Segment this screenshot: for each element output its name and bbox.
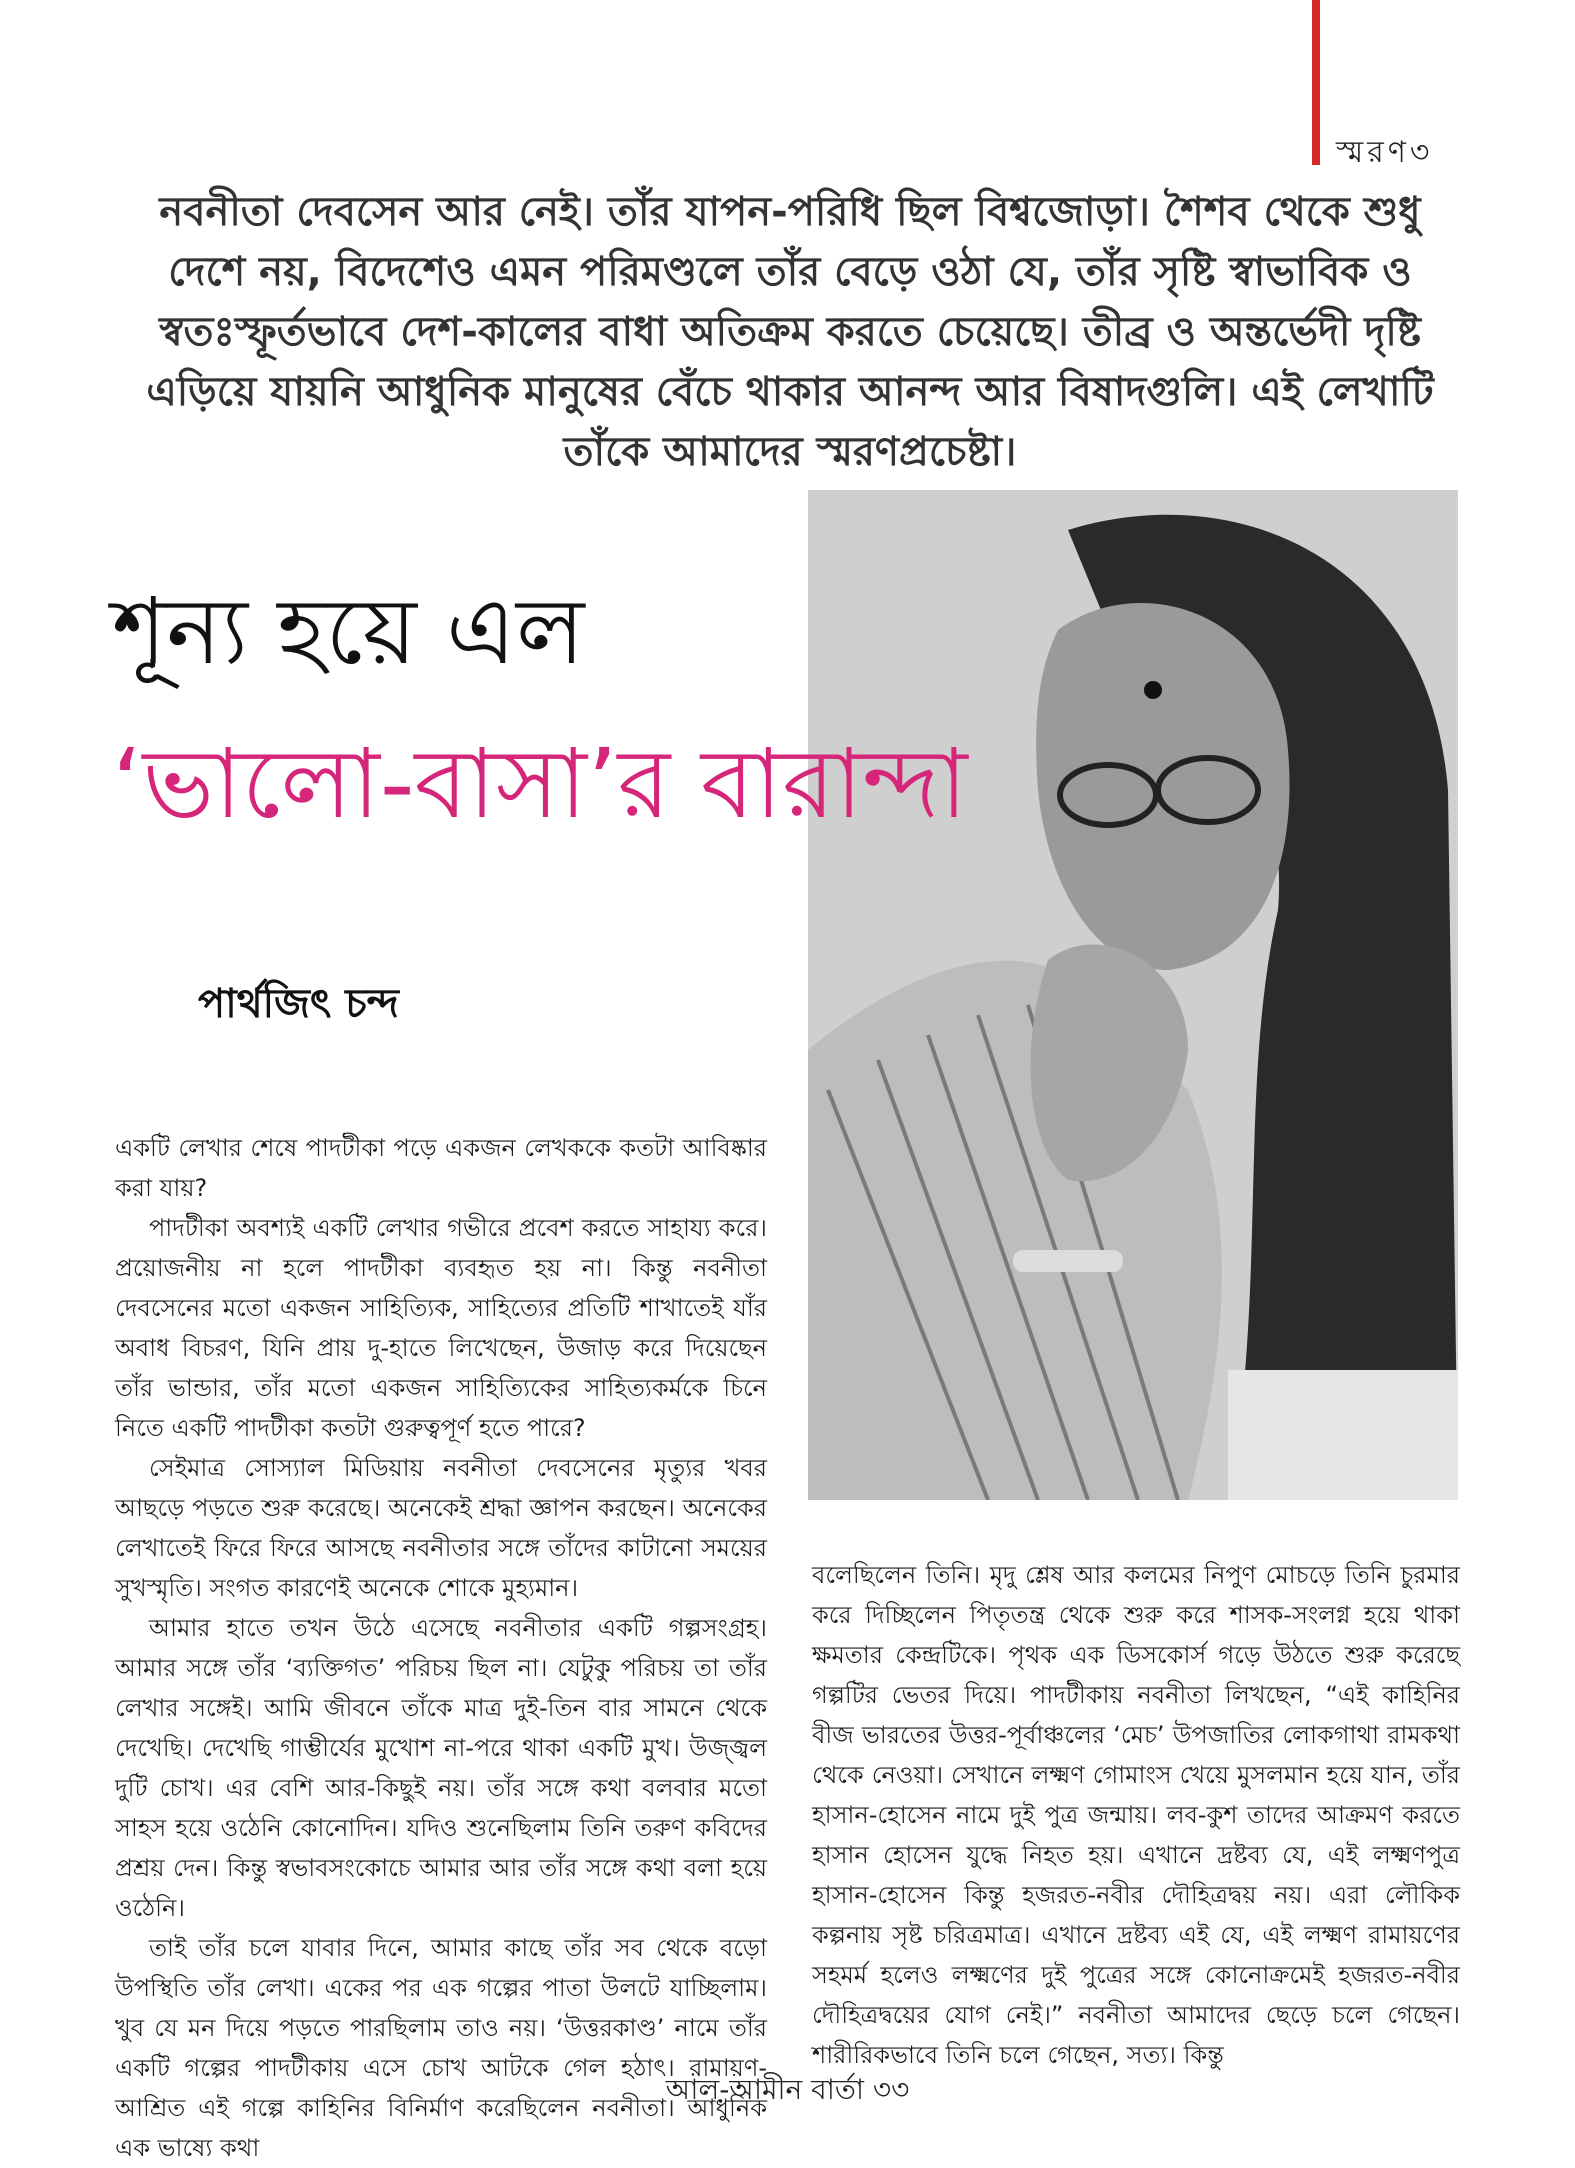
intro-text: নবনীতা দেবসেন আর নেই। তাঁর যাপন-পরিধি ছিল বিশ্বজোড়া। শৈশব থেকে শুধু দেশে নয়, বিদেশেও এমন পরিমণ্ডলে তাঁর বেড়ে ওঠা যে, তাঁর সৃষ্টি স্বাভাবিক ও স্বতঃস্ফূর্তভাবে দেশ-কালের বাধা অতিক্রম করতে চেয়েছে। তীব্র ও অন্তর্ভেদী দৃষ্টি এড়িয়ে যায়নি আধুনিক মানুষের বেঁচে থাকার আনন্দ আর বিষাদগুলি। এই লেখাটি তাঁকে আমাদের স্মরণপ্রচেষ্টা। — [146, 189, 1434, 475]
left-paragraph: তাই তাঁর চলে যাবার দিনে, আমার কাছে তাঁর সব থেকে বড়ো উপস্থিতি তাঁর লেখা। একের পর এক গল্পের পাতা উলটে যাচ্ছিলাম। খুব যে মন দিয়ে পড়তে পারছিলাম তাও নয়। ‘উত্তরকাণ্ড’ নামে তাঁর একটি গল্পের পাদটীকায় এসে চোখ আটকে গেল হঠাৎ। রামায়ণ-আশ্রিত এই গল্পে কাহিনির বিনির্মাণ করেছিলেন নবনীতা। আধুনিক এক ভাষ্যে কথা — [115, 1934, 767, 2162]
portrait-illustration — [808, 490, 1458, 1500]
accent-bar — [1312, 0, 1320, 165]
section-label: স্মরণ৩ — [1336, 135, 1434, 170]
article-title-line1: শূন্য হয়ে এল — [112, 578, 585, 685]
left-paragraph: একটি লেখার শেষে পাদটীকা পড়ে একজন লেখককে কতটা আবিষ্কার করা যায়? — [115, 1134, 767, 1202]
left-paragraph: সেইমাত্র সোস্যাল মিডিয়ায় নবনীতা দেবসেনের মৃত্যুর খবর আছড়ে পড়তে শুরু করেছে। অনেকেই শ্রদ্ধা জ্ঞাপন করছেন। অনেকের লেখাতেই ফিরে ফিরে আসছে নবনীতার সঙ্গে তাঁদের কাটানো সময়ের সুখস্মৃতি। সংগত কারণেই অনেকে শোকে মুহ্যমান। — [115, 1454, 767, 1602]
article-title-line2: ‘ভালো-বাসা’র বারান্দা — [112, 728, 968, 840]
left-column — [115, 1128, 767, 2168]
right-column — [812, 1555, 1460, 2075]
page-footer: আল-আমীন বার্তা ৩৩ — [665, 2073, 910, 2106]
left-paragraph: পাদটীকা অবশ্যই একটি লেখার গভীরে প্রবেশ করতে সাহায্য করে। প্রয়োজনীয় না হলে পাদটীকা ব্যবহৃত হয় না। কিন্তু নবনীতা দেবসেনের মতো একজন সাহিত্যিক, সাহিত্যের প্রতিটি শাখাতেই যাঁর অবাধ বিচরণ, যিনি প্রায় দু-হাতে লিখেছেন, উজাড় করে দিয়েছেন তাঁর ভান্ডার, তাঁর মতো একজন সাহিত্যিকের সাহিত্যকর্মকে চিনে নিতে একটি পাদটীকা কতটা গুরুত্বপূর্ণ হতে পারে? — [115, 1214, 767, 1442]
right-paragraph: বলেছিলেন তিনি। মৃদু শ্লেষ আর কলমের নিপুণ মোচড়ে তিনি চুরমার করে দিচ্ছিলেন পিতৃতন্ত্র থেকে শুরু করে শাসক-সংলগ্ন হয়ে থাকা ক্ষমতার কেন্দ্রটিকে। পৃথক এক ডিসকোর্স গড়ে উঠতে শুরু করেছে গল্পটির ভেতর দিয়ে। পাদটীকায় নবনীতা লিখছেন, “এই কাহিনির বীজ ভারতের উত্তর-পূর্বাঞ্চলের ‘মেচ’ উপজাতির লোকগাথা রামকথা থেকে নেওয়া। সেখানে লক্ষ্মণ গোমাংস খেয়ে মুসলমান হয়ে যান, তাঁর হাসান-হোসেন নামে দুই পুত্র জন্মায়। লব-কুশ তাদের আক্রমণ করতে হাসান হোসেন যুদ্ধে নিহত হয়। এখানে দ্রষ্টব্য যে, এই লক্ষ্মণপুত্র হাসান-হোসেন কিন্তু হজরত-নবীর দৌহিত্রদ্বয় নয়। এরা লৌকিক কল্পনায় সৃষ্ট চরিত্রমাত্র। এখানে দ্রষ্টব্য এই যে, এই লক্ষ্মণ রামায়ণের সহমর্ম হলেও লক্ষ্মণের দুই পুত্রের সঙ্গে কোনোক্রমেই হজরত-নবীর দৌহিত্রদ্বয়ের যোগ নেই।” নবনীতা আমাদের ছেড়ে চলে গেছেন। শারীরিকভাবে তিনি চলে গেছেন, সত্য। কিন্তু — [812, 1561, 1460, 2069]
author-name: পার্থজিৎ চন্দ — [198, 981, 399, 1027]
author-portrait-photo — [808, 490, 1458, 1500]
left-paragraph: আমার হাতে তখন উঠে এসেছে নবনীতার একটি গল্পসংগ্রহ। আমার সঙ্গে তাঁর ‘ব্যক্তিগত’ পরিচয় ছিল না। যেটুকু পরিচয় তা তাঁর লেখার সঙ্গেই। আমি জীবনে তাঁকে মাত্র দুই-তিন বার সামনে থেকে দেখেছি। দেখেছি গাম্ভীর্যের মুখোশ না-পরে থাকা একটি মুখ। উজ্জ্বল দুটি চোখ। এর বেশি আর-কিছুই নয়। তাঁর সঙ্গে কথা বলবার মতো সাহস হয়ে ওঠেনি কোনোদিন। যদিও শুনেছিলাম তিনি তরুণ কবিদের প্রশ্রয় দেন। কিন্তু স্বভাবসংকোচে আমার আর তাঁর সঙ্গে কথা বলা হয়ে ওঠেনি। — [115, 1614, 767, 1922]
